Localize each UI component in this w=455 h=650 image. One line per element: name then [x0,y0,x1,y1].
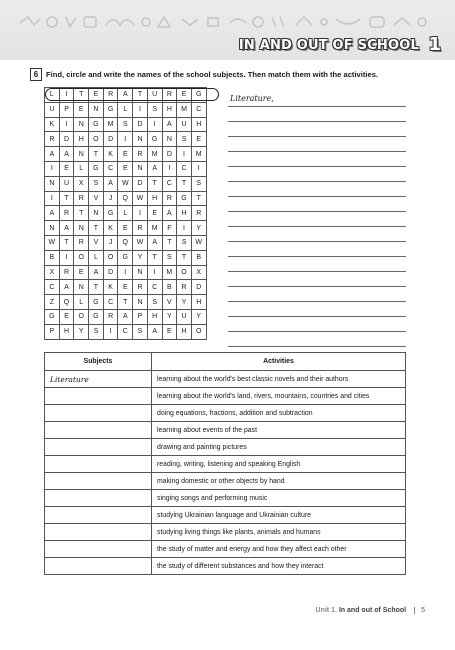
subject-cell[interactable] [45,490,152,507]
grid-cell[interactable]: I [147,265,162,280]
grid-cell[interactable]: A [147,235,162,250]
grid-cell[interactable]: R [162,191,177,206]
grid-cell[interactable]: L [89,250,104,265]
grid-cell[interactable]: I [45,191,60,206]
grid-cell[interactable]: D [103,132,118,147]
activity-cell: reading, writing, listening and speaking English [152,456,406,473]
answer-line[interactable] [228,272,406,287]
grid-cell[interactable]: I [103,324,118,339]
activity-cell: learning about the world's best classic novels and their authors [152,371,406,388]
activity-cell: doing equations, fractions, addition and subtraction [152,405,406,422]
grid-cell[interactable]: N [133,265,148,280]
answer-line[interactable] [228,167,406,182]
grid-cell[interactable]: W [191,235,206,250]
grid-cell[interactable]: R [162,88,177,103]
grid-cell[interactable]: A [103,176,118,191]
grid-cell[interactable]: H [177,206,192,221]
grid-row [45,132,207,147]
footer-unit-title: In and out of School [338,607,407,614]
grid-cell[interactable]: B [191,250,206,265]
grid-cell[interactable]: A [59,221,74,236]
grid-cell[interactable]: P [133,309,148,324]
grid-row [45,221,207,236]
grid-cell[interactable]: T [74,88,89,103]
grid-cell[interactable]: R [177,280,192,295]
grid-cell[interactable]: E [74,102,89,117]
grid-cell[interactable]: T [133,88,148,103]
grid-cell[interactable]: E [162,324,177,339]
grid-cell[interactable]: Y [191,221,206,236]
grid-cell[interactable]: E [89,88,104,103]
grid-cell[interactable]: E [118,280,133,295]
grid-cell[interactable]: R [59,265,74,280]
activity-cell: the study of different substances and how they interact [152,558,406,575]
table-row [45,524,406,541]
grid-cell[interactable]: P [45,324,60,339]
grid-cell[interactable]: E [118,161,133,176]
grid-cell[interactable]: G [89,117,104,132]
grid-cell[interactable]: I [59,117,74,132]
answer-line[interactable] [228,302,406,317]
table-row [45,371,406,388]
subject-cell[interactable] [45,422,152,439]
grid-cell[interactable]: X [191,265,206,280]
grid-cell[interactable]: A [59,147,74,162]
grid-cell[interactable]: E [59,309,74,324]
grid-cell[interactable]: C [118,324,133,339]
grid-cell[interactable]: I [59,88,74,103]
grid-cell[interactable]: D [191,280,206,295]
grid-cell[interactable]: M [191,147,206,162]
grid-cell[interactable]: I [59,250,74,265]
unit-title: IN AND OUT OF SCHOOL [238,38,419,53]
grid-cell[interactable]: R [103,309,118,324]
grid-cell[interactable]: Q [59,295,74,310]
grid-cell[interactable]: U [45,102,60,117]
grid-cell[interactable]: N [133,132,148,147]
grid-cell[interactable]: Y [74,324,89,339]
grid-cell[interactable]: B [45,250,60,265]
grid-cell[interactable]: O [103,250,118,265]
grid-cell[interactable]: G [89,161,104,176]
grid-cell[interactable]: D [133,117,148,132]
grid-cell[interactable]: V [89,191,104,206]
grid-cell[interactable]: U [59,176,74,191]
grid-cell[interactable]: G [45,309,60,324]
task-text: Find, circle and write the names of the school subjects. Then match them with the activities. [46,70,379,79]
grid-cell[interactable]: M [162,265,177,280]
grid-cell[interactable]: I [118,265,133,280]
grid-cell[interactable]: A [162,206,177,221]
grid-cell[interactable]: C [147,280,162,295]
table-row [45,507,406,524]
grid-cell[interactable]: A [147,161,162,176]
grid-cell[interactable]: W [45,235,60,250]
grid-cell[interactable]: W [118,176,133,191]
grid-cell[interactable]: S [177,132,192,147]
answer-lines [228,92,406,347]
grid-row [45,265,207,280]
grid-cell[interactable]: W [133,191,148,206]
grid-cell[interactable]: T [89,221,104,236]
grid-cell[interactable]: C [103,295,118,310]
grid-cell[interactable]: Q [118,191,133,206]
grid-cell[interactable]: J [103,191,118,206]
activity-cell: studying living things like plants, animals and humans [152,524,406,541]
grid-cell[interactable]: V [89,235,104,250]
grid-cell[interactable]: G [191,88,206,103]
grid-cell[interactable]: G [118,250,133,265]
grid-cell[interactable]: D [162,147,177,162]
grid-cell[interactable]: S [147,102,162,117]
grid-cell[interactable]: R [133,221,148,236]
grid-cell[interactable]: M [147,147,162,162]
grid-row [45,206,207,221]
subject-cell[interactable] [45,558,152,575]
subject-cell[interactable] [45,524,152,541]
grid-cell[interactable]: N [45,221,60,236]
grid-cell[interactable]: N [74,147,89,162]
activity-cell: making domestic or other objects by hand [152,473,406,490]
page-number: 5 [414,607,425,614]
grid-cell[interactable]: C [45,280,60,295]
grid-cell[interactable]: O [177,265,192,280]
grid-cell[interactable]: E [59,161,74,176]
grid-cell[interactable]: U [177,117,192,132]
subject-cell[interactable] [45,541,152,558]
subjects-header: Subjects [45,353,152,371]
grid-cell[interactable]: O [89,132,104,147]
answer-line[interactable]: Literature, [228,92,406,107]
grid-row [45,324,207,339]
grid-row [45,295,207,310]
table-row [45,439,406,456]
grid-cell[interactable]: R [59,206,74,221]
grid-cell[interactable]: E [177,88,192,103]
grid-cell[interactable]: T [118,295,133,310]
grid-cell[interactable]: J [103,235,118,250]
grid-cell[interactable]: Z [45,295,60,310]
grid-row [45,309,207,324]
grid-row [45,280,207,295]
grid-cell[interactable]: X [45,265,60,280]
grid-cell[interactable]: L [118,102,133,117]
grid-cell[interactable]: U [147,88,162,103]
grid-cell[interactable]: T [177,176,192,191]
grid-cell[interactable]: T [59,191,74,206]
grid-cell[interactable]: I [147,117,162,132]
grid-cell[interactable]: X [74,176,89,191]
grid-cell[interactable]: G [147,132,162,147]
grid-cell[interactable]: L [74,161,89,176]
grid-cell[interactable]: S [191,176,206,191]
table-row [45,456,406,473]
grid-cell[interactable]: E [118,221,133,236]
grid-cell[interactable]: S [118,117,133,132]
grid-cell[interactable]: A [45,206,60,221]
grid-row [45,176,207,191]
grid-cell[interactable]: T [147,176,162,191]
match-table [44,352,406,575]
grid-cell[interactable]: Y [162,309,177,324]
grid-cell[interactable]: N [45,176,60,191]
table-row [45,490,406,507]
grid-cell[interactable]: B [162,280,177,295]
grid-cell[interactable]: E [191,132,206,147]
activity-cell: studying Ukrainian language and Ukrainian culture [152,507,406,524]
grid-cell[interactable]: K [103,147,118,162]
activities-header: Activities [152,353,406,371]
grid-cell[interactable]: V [162,295,177,310]
subject-cell[interactable] [45,405,152,422]
circled-word-literature [45,88,219,101]
grid-cell[interactable]: E [147,206,162,221]
grid-cell[interactable]: N [89,206,104,221]
grid-cell[interactable]: C [162,176,177,191]
grid-cell[interactable]: I [177,147,192,162]
grid-cell[interactable]: T [162,235,177,250]
grid-cell[interactable]: R [74,191,89,206]
grid-cell[interactable]: I [191,161,206,176]
grid-cell[interactable]: A [118,88,133,103]
answer-line[interactable] [228,197,406,212]
table-row [45,405,406,422]
activity-cell: learning about events of the past [152,422,406,439]
answer-line[interactable] [228,317,406,332]
grid-cell[interactable]: E [118,147,133,162]
table-row [45,541,406,558]
grid-cell[interactable]: Q [118,235,133,250]
grid-cell[interactable]: H [191,295,206,310]
grid-cell[interactable]: G [103,102,118,117]
grid-cell[interactable]: M [103,117,118,132]
grid-cell[interactable]: T [191,191,206,206]
activity-cell: the study of matter and energy and how they affect each other [152,541,406,558]
grid-cell[interactable]: A [147,324,162,339]
grid-cell[interactable]: Y [177,295,192,310]
subject-cell[interactable] [45,507,152,524]
grid-cell[interactable]: I [118,132,133,147]
grid-cell[interactable]: H [162,102,177,117]
subject-cell[interactable] [45,456,152,473]
grid-cell[interactable]: O [191,324,206,339]
answer-line[interactable] [228,122,406,137]
answer-line[interactable] [228,332,406,347]
grid-cell[interactable]: E [74,265,89,280]
grid-cell[interactable]: R [74,235,89,250]
answer-line[interactable] [228,212,406,227]
grid-cell[interactable]: U [177,309,192,324]
grid-row [45,147,207,162]
task-number: 6 [30,68,42,81]
grid-cell[interactable]: H [147,309,162,324]
grid-cell[interactable]: C [103,161,118,176]
wordsearch-grid[interactable] [44,87,207,340]
grid-cell[interactable]: S [133,324,148,339]
grid-cell[interactable]: N [133,161,148,176]
grid-cell[interactable]: S [147,295,162,310]
activity-cell: singing songs and performing music [152,490,406,507]
grid-cell[interactable]: G [103,206,118,221]
subject-cell[interactable]: Literature [45,371,152,388]
table-row [45,473,406,490]
grid-cell[interactable]: N [162,132,177,147]
grid-cell[interactable]: G [177,191,192,206]
grid-cell[interactable]: T [74,206,89,221]
grid-cell[interactable]: I [133,102,148,117]
grid-cell[interactable]: S [177,235,192,250]
table-row [45,388,406,405]
grid-cell[interactable]: A [89,265,104,280]
grid-cell[interactable]: T [89,280,104,295]
answer-line[interactable] [228,257,406,272]
grid-cell[interactable]: G [89,295,104,310]
grid-cell[interactable]: R [191,206,206,221]
grid-cell[interactable]: I [177,221,192,236]
grid-cell[interactable]: A [118,309,133,324]
grid-cell[interactable]: S [162,250,177,265]
school-doodles-icon [18,13,438,31]
grid-cell[interactable]: D [103,265,118,280]
grid-row [45,235,207,250]
grid-cell[interactable]: T [89,147,104,162]
grid-cell[interactable]: N [74,221,89,236]
subject-cell[interactable] [45,439,152,456]
unit-number: 1 [428,34,441,55]
task-instruction [30,68,430,81]
page-footer [316,607,425,614]
grid-cell[interactable]: R [103,88,118,103]
grid-cell[interactable]: A [45,147,60,162]
answer-line[interactable] [228,227,406,242]
grid-cell[interactable]: F [162,221,177,236]
grid-cell[interactable]: T [147,250,162,265]
grid-cell[interactable]: K [103,280,118,295]
answer-line[interactable] [228,287,406,302]
subject-cell[interactable] [45,473,152,490]
footer-unit-label: Unit 1. [315,607,337,614]
grid-cell[interactable]: K [103,221,118,236]
grid-cell[interactable]: D [59,132,74,147]
activity-cell: learning about the world's land, rivers, mountains, countries and cities [152,388,406,405]
table-row [45,422,406,439]
grid-cell[interactable]: H [59,324,74,339]
grid-cell[interactable]: I [45,161,60,176]
grid-cell[interactable]: N [89,102,104,117]
grid-cell[interactable]: H [74,132,89,147]
grid-cell[interactable]: M [147,221,162,236]
grid-row [45,117,207,132]
grid-cell[interactable]: H [147,191,162,206]
grid-cell[interactable]: S [89,176,104,191]
grid-cell[interactable]: I [133,206,148,221]
grid-cell[interactable]: O [74,309,89,324]
grid-row [45,102,207,117]
grid-cell[interactable]: H [177,324,192,339]
grid-cell[interactable]: N [133,295,148,310]
answer-line[interactable] [228,137,406,152]
grid-cell[interactable]: N [74,117,89,132]
grid-cell[interactable]: L [45,88,60,103]
grid-cell[interactable]: L [118,206,133,221]
grid-cell[interactable]: L [74,295,89,310]
answer-line[interactable] [228,107,406,122]
grid-cell[interactable]: C [191,102,206,117]
grid-cell[interactable]: A [59,280,74,295]
answer-line[interactable] [228,182,406,197]
grid-cell[interactable]: H [191,117,206,132]
grid-cell[interactable]: Y [133,250,148,265]
grid-cell[interactable]: S [89,324,104,339]
grid-cell[interactable]: R [133,147,148,162]
answer-line[interactable] [228,152,406,167]
table-row [45,558,406,575]
grid-cell[interactable]: A [162,117,177,132]
grid-cell[interactable]: P [59,102,74,117]
grid-cell[interactable]: I [162,161,177,176]
grid-row [45,161,207,176]
activity-cell: drawing and painting pictures [152,439,406,456]
answer-line[interactable] [228,242,406,257]
grid-cell[interactable]: R [133,280,148,295]
grid-cell[interactable]: M [177,102,192,117]
grid-cell[interactable]: N [74,280,89,295]
grid-cell[interactable]: T [177,250,192,265]
grid-cell[interactable]: O [74,250,89,265]
grid-cell[interactable]: K [45,117,60,132]
grid-cell[interactable]: D [133,176,148,191]
grid-cell[interactable]: G [89,309,104,324]
grid-cell[interactable]: Y [191,309,206,324]
grid-cell[interactable]: T [59,235,74,250]
grid-cell[interactable]: W [133,235,148,250]
grid-row [45,250,207,265]
grid-cell[interactable]: C [177,161,192,176]
grid-cell[interactable]: R [45,132,60,147]
subject-cell[interactable] [45,388,152,405]
grid-row [45,191,207,206]
